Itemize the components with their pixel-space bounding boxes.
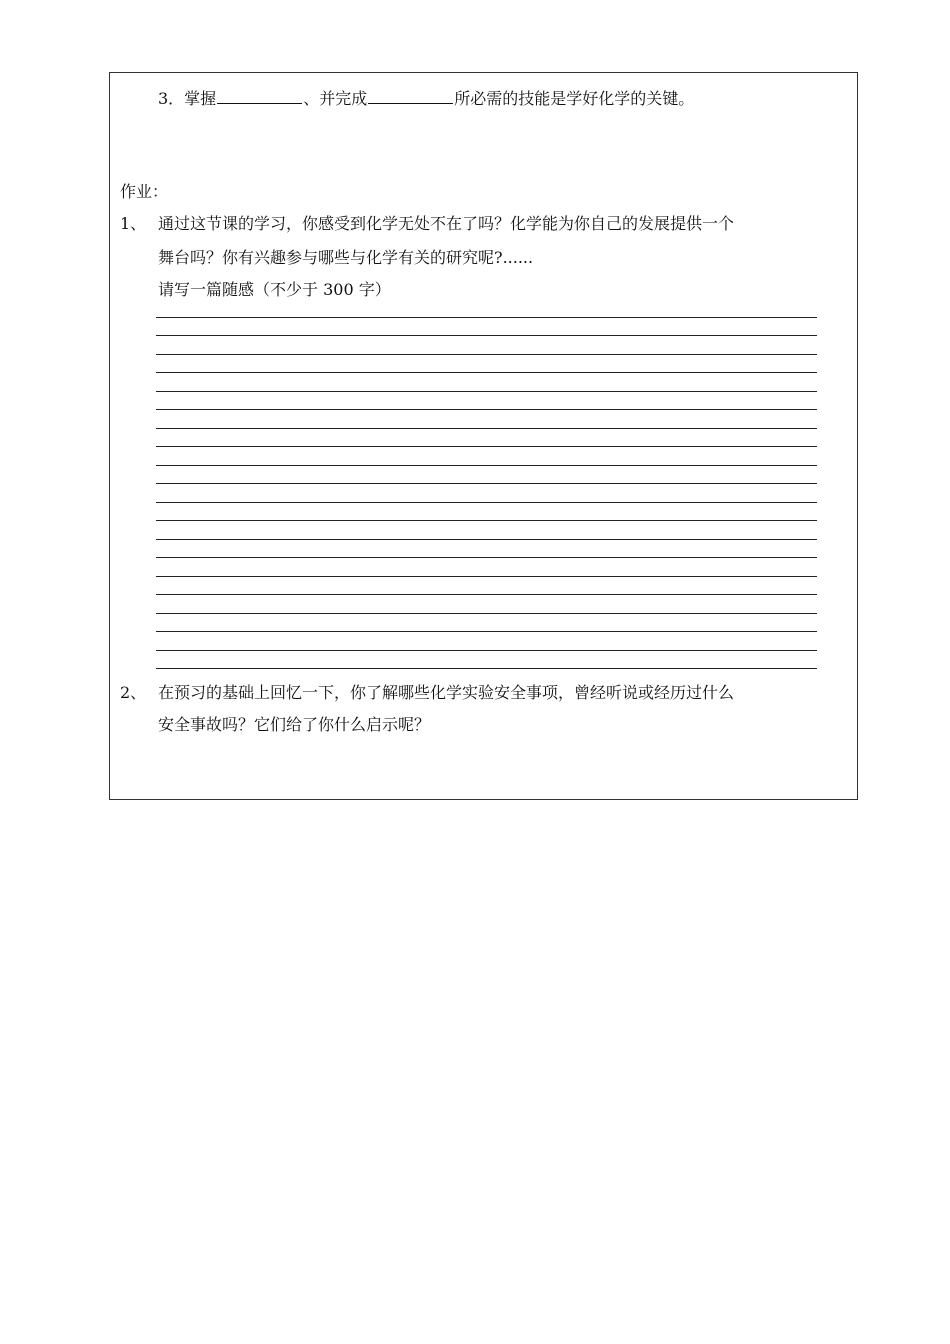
writing-line <box>156 446 817 447</box>
question-2-number: 2、 <box>120 683 147 702</box>
writing-line <box>156 539 817 540</box>
writing-line <box>156 576 817 577</box>
question-2-line-1: 在预习的基础上回忆一下，你了解哪些化学实验安全事项，曾经听说或经历过什么 <box>158 683 735 702</box>
writing-line <box>156 428 817 429</box>
writing-line <box>156 483 817 484</box>
writing-line <box>156 650 817 651</box>
question-1-line-2: 舞台吗？你有兴趣参与哪些与化学有关的研究呢?...... <box>158 248 534 267</box>
writing-line <box>156 520 817 521</box>
writing-line <box>156 372 817 373</box>
question-1-line-1: 通过这节课的学习，你感受到化学无处不在了吗？化学能为你自己的发展提供一个 <box>158 214 735 233</box>
essay-instruction: 请写一篇随感（不少于 300 字） <box>158 280 391 299</box>
statement-3-prefix: 3．掌握 <box>158 89 217 108</box>
fill-blank-2[interactable] <box>368 85 453 104</box>
question-2-line-2: 安全事故吗？它们给了你什么启示呢？ <box>158 715 431 734</box>
writing-line <box>156 613 817 614</box>
statement-3-middle: 、并完成 <box>303 89 368 108</box>
writing-line <box>156 594 817 595</box>
question-1-number: 1、 <box>120 214 147 233</box>
writing-line <box>156 502 817 503</box>
writing-line <box>156 354 817 355</box>
homework-heading: 作业： <box>120 182 169 201</box>
writing-line <box>156 409 817 410</box>
writing-line <box>156 391 817 392</box>
statement-3 <box>158 85 694 109</box>
writing-line <box>156 317 817 318</box>
writing-line <box>156 668 817 669</box>
fill-blank-1[interactable] <box>217 85 302 104</box>
writing-line <box>156 631 817 632</box>
writing-line <box>156 335 817 336</box>
writing-line <box>156 465 817 466</box>
writing-line <box>156 557 817 558</box>
statement-3-suffix: 所必需的技能是学好化学的关键。 <box>454 89 695 108</box>
